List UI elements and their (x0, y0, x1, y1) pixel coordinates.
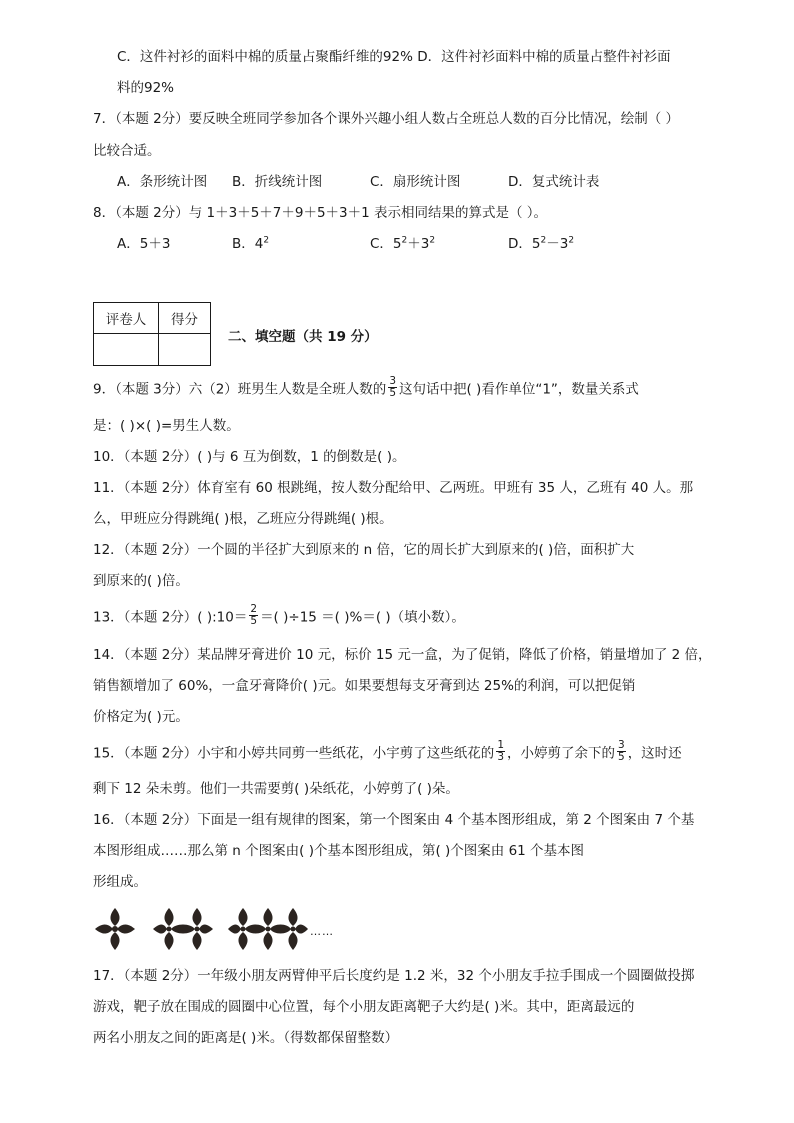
q16-line3: 形组成。 (93, 874, 147, 890)
grader-header: 评卷人 (94, 303, 159, 334)
section-title: 二、填空题（共 19 分） (228, 329, 378, 345)
pattern-3-image (228, 906, 308, 952)
q7-stem-line1: 7．（本题 2分）要反映全班同学参加各个课外兴趣小组人数占全班总人数的百分比情况，绘制（ ） (93, 111, 680, 127)
q7-option-a: A．条形统计图 (117, 174, 208, 190)
q16-line2: 本图形组成……那么第 n 个图案由( )个基本图形组成，第( )个图案由 61 个基本图 (93, 843, 585, 859)
q10-line1: 10．（本题 2分）( )与 6 互为倒数，1 的倒数是( )。 (93, 449, 406, 465)
q6-options-line2: 料的92% (117, 80, 175, 96)
q14-line3: 价格定为( )元。 (93, 709, 189, 725)
score-table (93, 302, 211, 366)
q6-options-line1: C．这件衬衫的面料中棉的质量占聚酯纤维的92% D．这件衬衫面料中棉的质量占整件衬衫面 (117, 49, 671, 65)
q8-option-b: B．$4^2$ (232, 235, 270, 252)
q15-fraction-2: $\frac{3}{5}$ (618, 739, 625, 763)
q8-option-a: A．5＋3 (117, 236, 171, 252)
q12-line1: 12．（本题 2分）一个圆的半径扩大到原来的 n 倍，它的周长扩大到原来的( )倍，面积扩大 (93, 542, 635, 558)
q11-line1: 11．（本题 2分）体育室有 60 根跳绳，按人数分配给甲、乙两班。甲班有 35 人，乙班有 40 人。那 (93, 480, 694, 496)
q14-line2: 销售额增加了 60%，一盒牙膏降价( )元。如果要想每支牙膏到达 25%的利润，可以把促销 (93, 678, 636, 694)
q7-option-b: B．折线统计图 (232, 174, 323, 190)
q8-option-d: D．$5^2-3^2$ (508, 235, 575, 252)
score-header: 得分 (159, 303, 211, 334)
q12-line2: 到原来的( )倍。 (93, 573, 189, 589)
q7-stem-line2: 比较合适。 (93, 143, 161, 159)
q7-option-c: C．扇形统计图 (370, 174, 461, 190)
q9-line2: 是：( )×( )=男生人数。 (93, 418, 240, 434)
q9-line1: 9．（本题 3分）六（2）班男生人数是全班人数的 $\frac{3}{5}$ 这句话中把( )看作单位“1”，数量关系式 (93, 375, 639, 399)
q7-option-d: D．复式统计表 (508, 174, 600, 190)
q17-line1: 17．（本题 2分）一年级小朋友两臂伸平后长度约是 1.2 米，32 个小朋友手拉手围成一个圆圈做投掷 (93, 968, 695, 984)
pattern-ellipsis: …… (310, 925, 334, 938)
score-cell[interactable] (159, 334, 211, 366)
q15-fraction-1: $\frac{1}{3}$ (497, 739, 504, 763)
q14-line1: 14．（本题 2分）某品牌牙膏进价 10 元，标价 15 元一盒，为了促销，降低了价格，销量增加了 2 倍， (93, 647, 712, 663)
q13-fraction: $\frac{2}{5}$ (250, 603, 258, 627)
grader-cell[interactable] (94, 334, 159, 366)
q16-line1: 16．（本题 2分）下面是一组有规律的图案，第一个图案由 4 个基本图形组成，第 2 个图案由 7 个基 (93, 812, 695, 828)
pattern-2-image (152, 906, 214, 952)
pattern-1-image (93, 906, 137, 952)
q11-line2: 么，甲班应分得跳绳( )根，乙班应分得跳绳( )根。 (93, 511, 393, 527)
q17-line3: 两名小朋友之间的距离是( )米。（得数都保留整数） (93, 1030, 399, 1046)
q13-line1: 13．（本题 2分）( ):10＝ $\frac{2}{5}$ ＝( )÷15 ＝( )%＝( )（填小数）。 (93, 603, 465, 627)
q17-line2: 游戏，靶子放在围成的圆圈中心位置，每个小朋友距离靶子大约是( )米。其中，距离最远的 (93, 999, 635, 1015)
q15-line1: 15．（本题 2分）小宇和小婷共同剪一些纸花，小宇剪了这些纸花的 $\frac{1}{3}$ ，小婷剪了余下的 $\frac{3}{5}$ ，这时还 (93, 739, 682, 763)
q8-stem: 8．（本题 2分）与 1＋3＋5＋7＋9＋5＋3＋1 表示相同结果的算式是（ ）。 (93, 205, 548, 221)
q8-option-c: C．$5^2+3^2$ (370, 235, 436, 252)
q15-line2: 剩下 12 朵未剪。他们一共需要剪( )朵纸花，小婷剪了( )朵。 (93, 781, 459, 797)
q9-fraction: $\frac{3}{5}$ (389, 375, 396, 399)
